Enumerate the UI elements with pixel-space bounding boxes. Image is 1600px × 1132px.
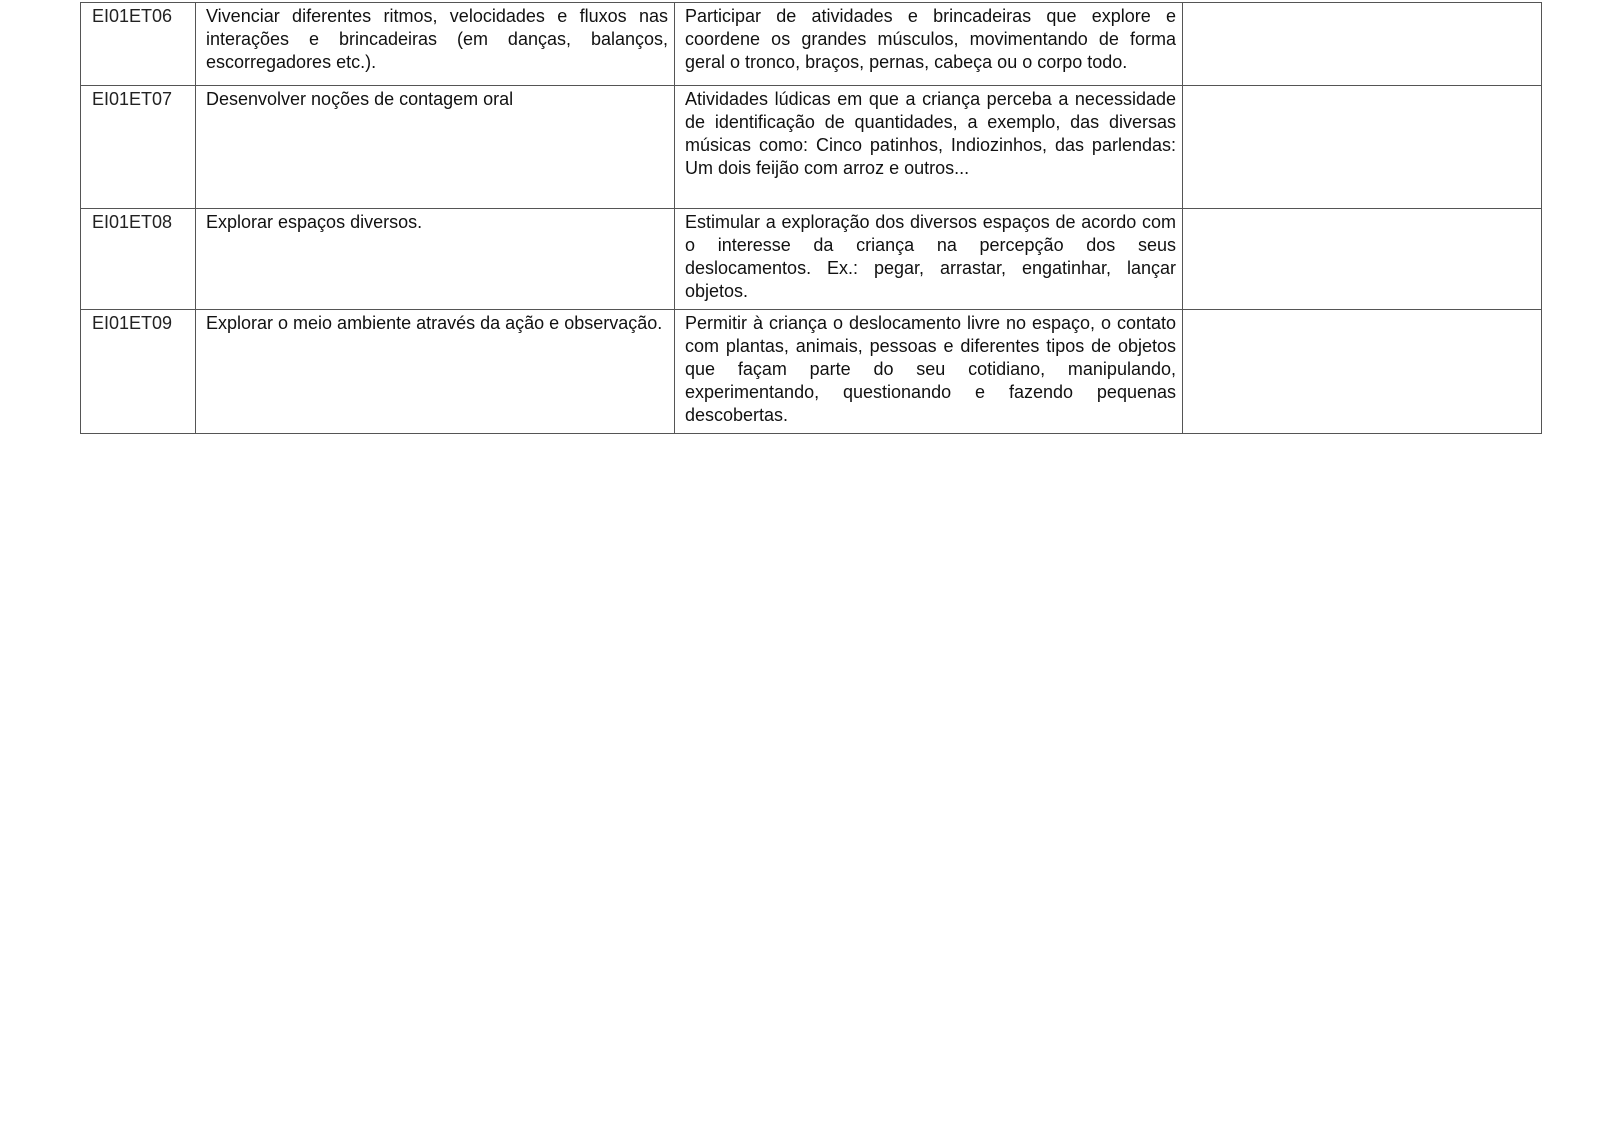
- notes-cell: [1183, 86, 1542, 209]
- table-row: [81, 86, 1542, 209]
- table-row: [81, 310, 1542, 434]
- objective-code-cell: EI01ET07: [81, 86, 196, 209]
- table-row: [81, 3, 1542, 86]
- objective-code-cell: EI01ET06: [81, 3, 196, 86]
- objective-cell: Explorar espaços diversos.: [196, 209, 675, 310]
- notes-cell: [1183, 3, 1542, 86]
- curriculum-table: [80, 2, 1542, 434]
- activity-cell: Participar de atividades e brincadeiras que explore e coordene os grandes músculos, movimentando de forma geral o tronco, braços, pernas, cabeça ou o corpo todo.: [675, 3, 1183, 86]
- objective-cell: Desenvolver noções de contagem oral: [196, 86, 675, 209]
- objective-cell: Explorar o meio ambiente através da ação e observação.: [196, 310, 675, 434]
- objective-code-cell: EI01ET09: [81, 310, 196, 434]
- objective-code-cell: EI01ET08: [81, 209, 196, 310]
- notes-cell: [1183, 310, 1542, 434]
- objective-cell: Vivenciar diferentes ritmos, velocidades e fluxos nas interações e brincadeiras (em danças, balanços, escorregadores etc.).: [196, 3, 675, 86]
- activity-cell: Permitir à criança o deslocamento livre no espaço, o contato com plantas, animais, pessoas e diferentes tipos de objetos que façam parte do seu cotidiano, manipulando, experimentando, questionando e fazendo pequenas descobertas.: [675, 310, 1183, 434]
- notes-cell: [1183, 209, 1542, 310]
- activity-cell: Estimular a exploração dos diversos espaços de acordo com o interesse da criança na percepção dos seus deslocamentos. Ex.: pegar, arrastar, engatinhar, lançar objetos.: [675, 209, 1183, 310]
- table-row: [81, 209, 1542, 310]
- activity-cell: Atividades lúdicas em que a criança perceba a necessidade de identificação de quantidades, a exemplo, das diversas músicas como: Cinco patinhos, Indiozinhos, das parlendas: Um dois feijão com arroz e outros...: [675, 86, 1183, 209]
